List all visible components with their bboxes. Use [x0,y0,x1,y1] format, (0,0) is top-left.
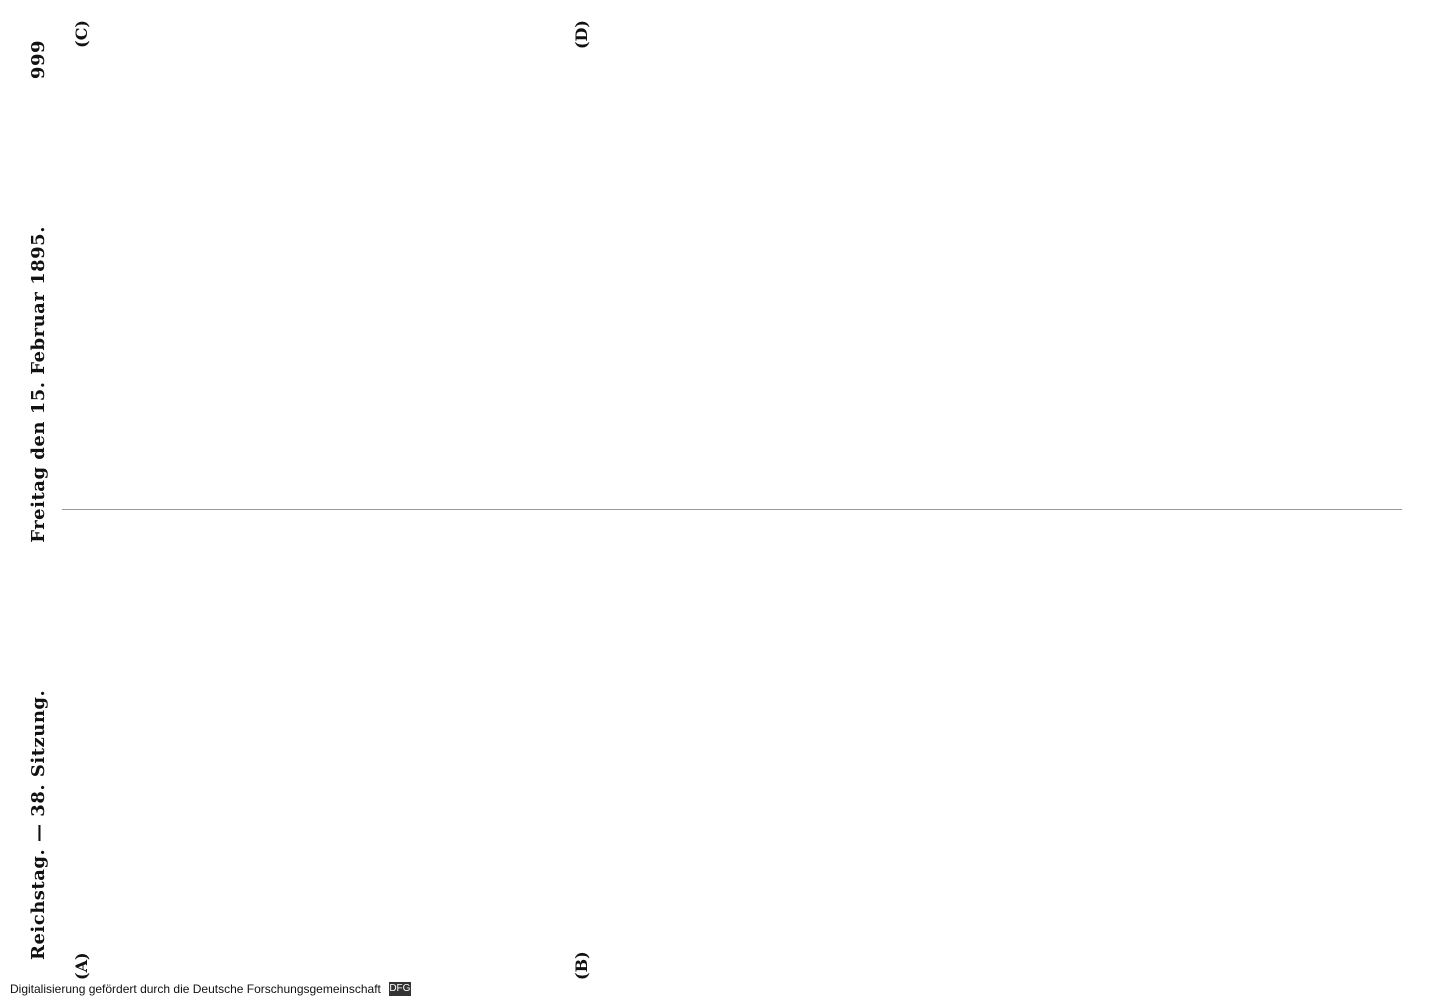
margin-marker-b: (B) [572,951,591,980]
margin-marker-c: (C) [72,20,91,48]
column-left [62,510,1402,981]
column-right [62,20,1402,490]
margin-marker-a: (A) [72,952,91,980]
page-header [22,40,54,960]
dfg-badge: DFG [389,983,411,994]
footer [0,978,1432,1000]
margin-marker-d: (D) [572,20,591,50]
page-number: 999 [27,40,49,80]
rotated-page-frame [12,0,1432,1000]
header-right: Freitag den 15. Februar 1895. [27,226,49,543]
text-columns [62,20,1402,980]
header-left: Reichstag. — 38. Sitzung. [27,689,49,960]
footer-text: Digitalisierung gefördert durch die Deutsche Forschungsgemeinschaft [10,982,381,996]
